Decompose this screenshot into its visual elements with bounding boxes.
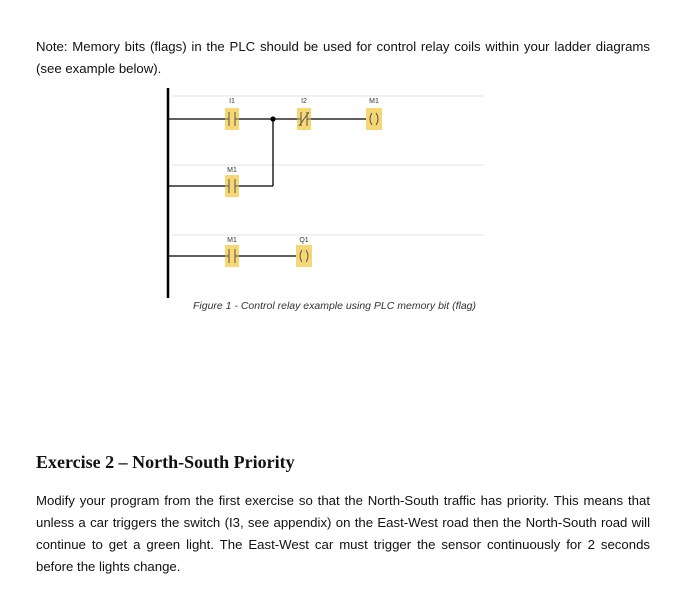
contact-m1-branch-label: M1: [227, 167, 237, 174]
contact-m1-label: M1: [227, 237, 237, 244]
coil-q1-label: Q1: [299, 237, 309, 244]
ladder-diagram: [160, 88, 500, 303]
coil-q1-highlight: [296, 245, 312, 267]
figure-caption: Figure 1 - Control relay example using PLC memory bit (flag): [193, 300, 477, 312]
contact-i2-label: I2: [301, 98, 307, 105]
rung-grid: [172, 96, 484, 235]
contact-i1-label: I1: [229, 98, 235, 105]
rung-3: [168, 237, 312, 267]
coil-m1-label: M1: [369, 98, 379, 105]
rung-1: [168, 98, 382, 130]
rung-2: [168, 119, 273, 197]
note-paragraph: Note: Memory bits (flags) in the PLC should be used for control relay coils within your ladder diagrams (see example below).: [36, 39, 650, 76]
coil-m1-highlight: [366, 108, 382, 130]
exercise-heading: Exercise 2 – North-South Priority: [36, 452, 295, 472]
exercise-body: Modify your program from the first exercise so that the North-South traffic has priority. This means that unless a car triggers the switch (I3, see appendix) on the East-West road then the North-South road will continue to get a green light. The East-West car must trigger the sensor continuously for 2 seconds before the lights change.: [36, 493, 650, 574]
